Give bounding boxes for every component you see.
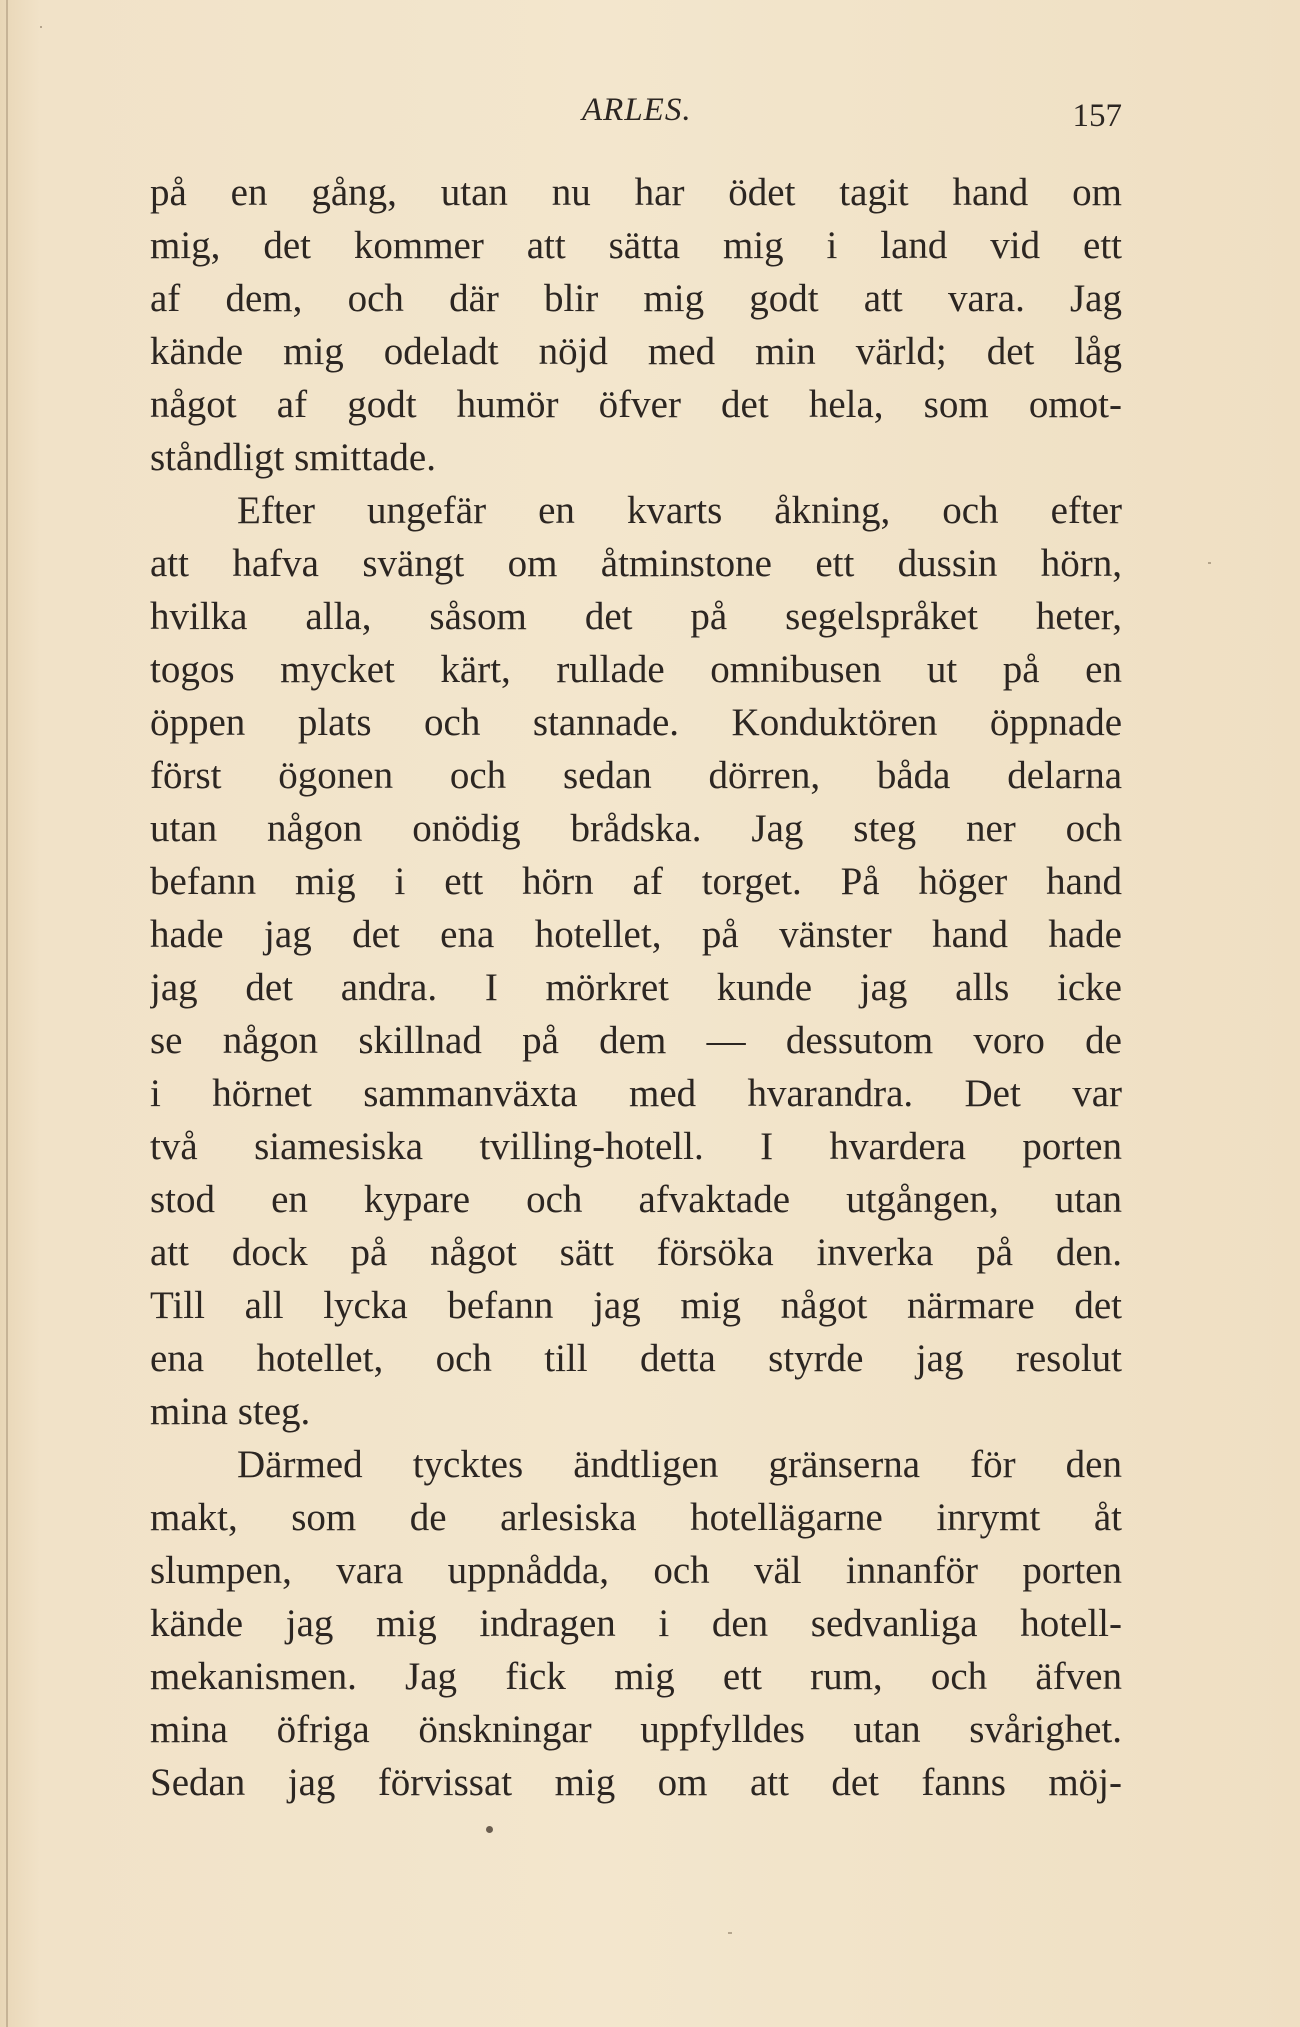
paper-speck — [40, 26, 42, 28]
text-line: att dock på något sätt försöka inverka på den. — [150, 1231, 1122, 1274]
text-line: mig, det kommer att sätta mig i land vid ett — [150, 224, 1122, 267]
text-line: öppen plats och stannade. Konduktören öppnade — [150, 701, 1122, 744]
text-line: af dem, och där blir mig godt att vara. Jag — [150, 277, 1122, 320]
text-line: Därmed tycktes ändtligen gränserna för den — [237, 1443, 1122, 1486]
text-line: något af godt humör öfver det hela, som omot- — [150, 383, 1122, 426]
page-edge — [6, 0, 8, 2027]
text-line: mekanismen. Jag fick mig ett rum, och äfven — [150, 1655, 1122, 1698]
page-number: 157 — [1072, 98, 1122, 134]
text-line: togos mycket kärt, rullade omnibusen ut på en — [150, 648, 1122, 691]
text-line: ena hotellet, och till detta styrde jag resolut — [150, 1337, 1122, 1380]
body-text — [150, 166, 1122, 1809]
text-line: ståndligt smittade. — [150, 436, 436, 479]
text-line: att hafva svängt om åtminstone ett dussin hörn, — [150, 542, 1122, 585]
text-line: jag det andra. I mörkret kunde jag alls icke — [150, 966, 1122, 1009]
text-line: kände jag mig indragen i den sedvanliga hotell- — [150, 1602, 1122, 1645]
text-line: befann mig i ett hörn af torget. På höger hand — [150, 860, 1122, 903]
text-line: i hörnet sammanväxta med hvarandra. Det var — [150, 1072, 1122, 1115]
text-line: Efter ungefär en kvarts åkning, och efter — [237, 489, 1122, 532]
paper-speck — [728, 1932, 732, 1934]
text-line: slumpen, vara uppnådda, och väl innanför porten — [150, 1549, 1122, 1592]
text-line: kände mig odeladt nöjd med min värld; det låg — [150, 330, 1122, 373]
page-header — [150, 92, 1122, 140]
text-line: hade jag det ena hotellet, på vänster hand hade — [150, 913, 1122, 956]
text-line: se någon skillnad på dem — dessutom voro de — [150, 1019, 1122, 1062]
text-line: två siamesiska tvilling-hotell. I hvardera porten — [150, 1125, 1122, 1168]
text-line: stod en kypare och afvaktade utgången, utan — [150, 1178, 1122, 1221]
text-line: Sedan jag förvissat mig om att det fanns möj- — [150, 1761, 1122, 1804]
text-line: mina steg. — [150, 1390, 311, 1433]
text-line: på en gång, utan nu har ödet tagit hand om — [150, 171, 1122, 214]
paper-speck — [1208, 562, 1211, 564]
text-line: först ögonen och sedan dörren, båda delarna — [150, 754, 1122, 797]
text-line: mina öfriga önskningar uppfylldes utan svårighet. — [150, 1708, 1122, 1751]
text-line: utan någon onödig brådska. Jag steg ner och — [150, 807, 1122, 850]
text-line: makt, som de arlesiska hotellägarne inrymt åt — [150, 1496, 1122, 1539]
ink-dot — [486, 1826, 493, 1833]
running-title: ARLES. — [582, 92, 692, 128]
text-line: hvilka alla, såsom det på segelspråket heter, — [150, 595, 1122, 638]
text-line: Till all lycka befann jag mig något närmare det — [150, 1284, 1122, 1327]
